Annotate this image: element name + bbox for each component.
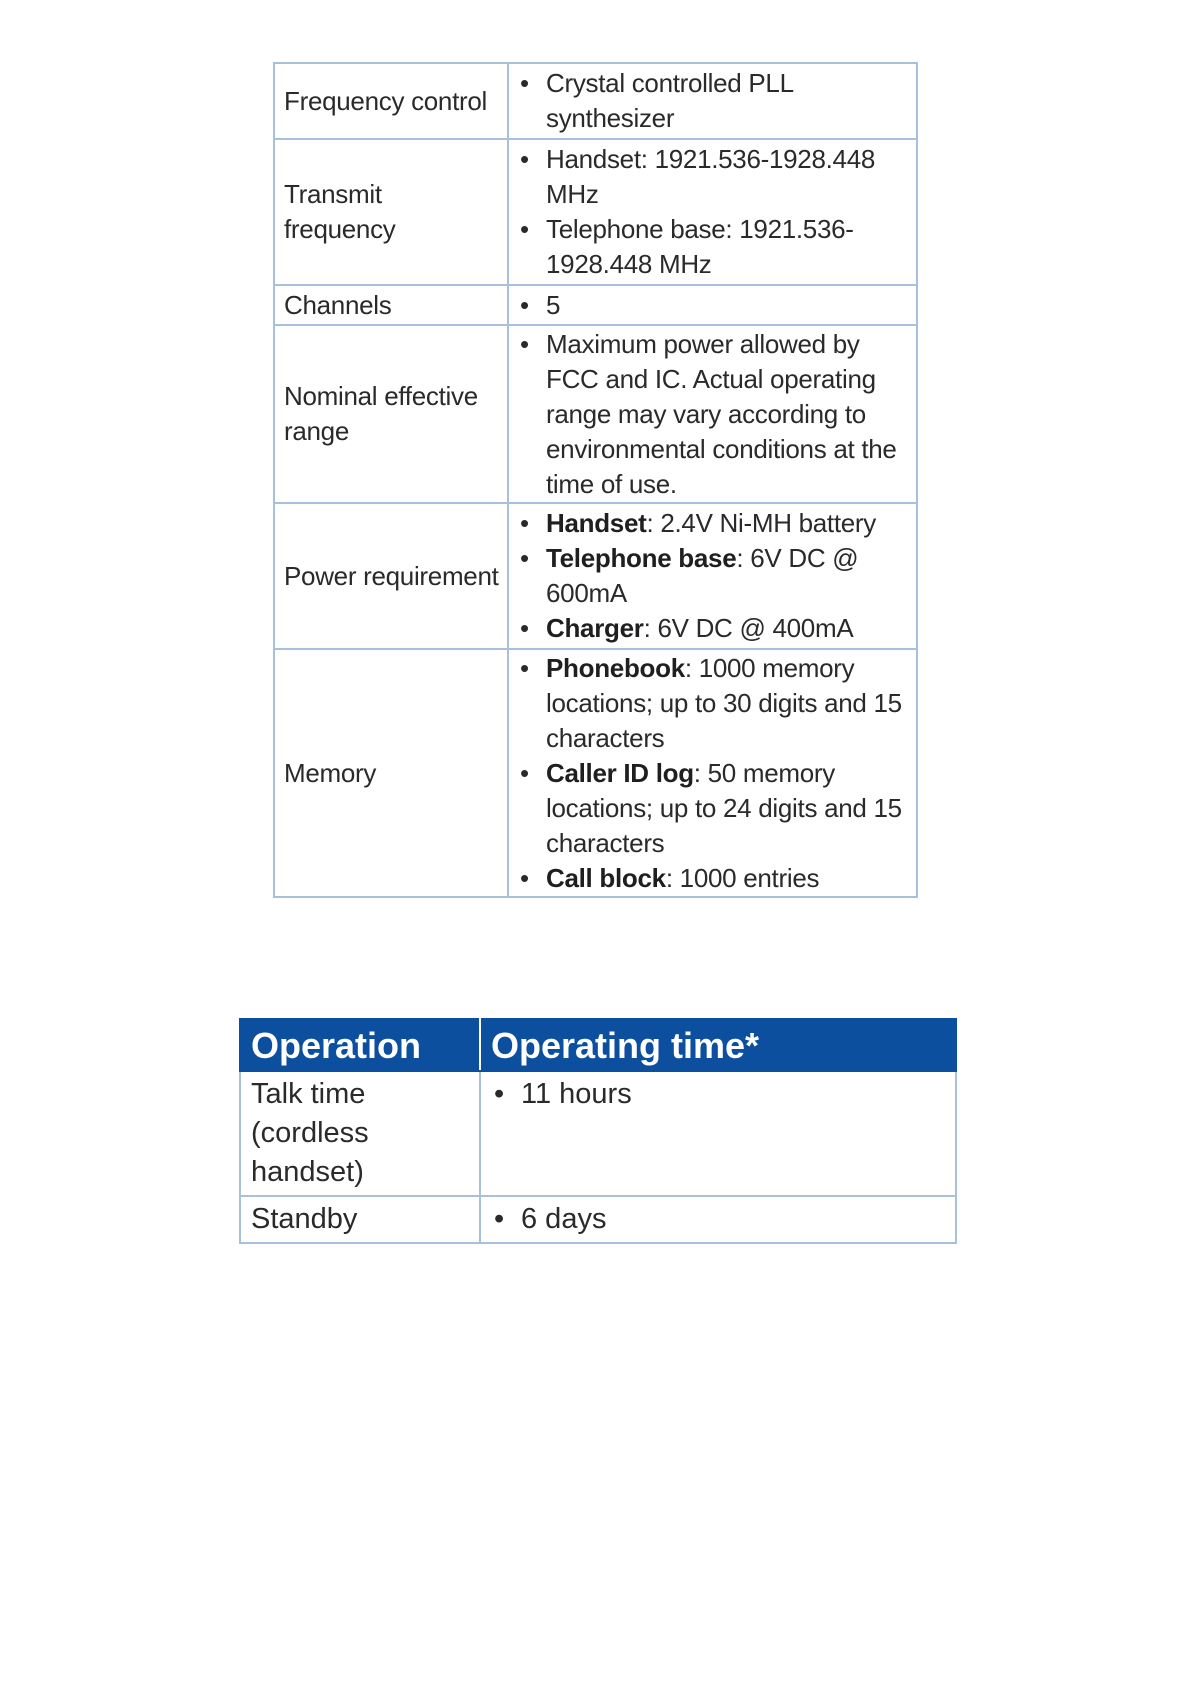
spec-label: Channels [274,285,508,325]
spec-label: Transmit frequency [274,139,508,285]
spec-value-item [517,611,906,646]
spec-term: Call block [546,862,666,893]
operating-time-value: 6 days [521,1203,607,1235]
spec-value-text: Handset: 1921.536-1928.448 MHz [546,144,876,209]
spec-value-item [517,651,906,756]
spec-term: Charger [546,613,644,643]
spec-term: Telephone base [546,543,737,573]
spec-value [508,63,917,139]
spec-value [508,503,917,649]
operating-time-header-row [240,1019,956,1071]
spec-value [508,325,917,503]
spec-row-nominal-range [274,325,917,503]
spec-value-text: : 1000 entries [665,862,820,893]
column-header-operation: Operation [240,1019,480,1071]
table-row [240,1196,956,1243]
operating-time-list [491,1075,945,1114]
operating-time-table [239,1018,957,1244]
spec-value-text: Telephone base: 1921.536-1928.448 MHz [546,214,854,279]
spec-value-text: : 50 memory locations; up to 24 digits and 15 characters [546,757,902,858]
specifications-table [273,62,918,898]
spec-value-list [517,651,906,896]
spec-value-list [517,66,906,136]
spec-label: Nominal effective range [274,325,508,503]
spec-value-item [517,756,906,861]
operation-cell: Standby [240,1196,480,1243]
spec-term: Phonebook [546,652,685,683]
spec-value [508,649,917,897]
spec-value-list [517,506,906,646]
operating-time-item [491,1200,945,1239]
spec-value-text: : 6V DC @ 400mA [643,613,854,643]
spec-value-item [517,327,906,502]
spec-row-transmit-frequency [274,139,917,285]
spec-row-channels [274,285,917,325]
spec-term: Caller ID log [546,757,694,788]
spec-value-text: Crystal controlled PLL synthesizer [546,68,793,133]
spec-row-memory [274,649,917,897]
operating-time-list [491,1200,945,1239]
spec-label: Power requirement [274,503,508,649]
spec-value-text: : 6V DC @ 600mA [546,543,859,608]
operating-time-cell [480,1071,956,1196]
table-row [240,1071,956,1196]
spec-value-list [517,327,906,502]
spec-value-item [517,506,906,541]
spec-value-text: : 1000 memory locations; up to 30 digits and 15 characters [546,652,902,753]
operating-time-cell [480,1196,956,1243]
spec-row-frequency-control [274,63,917,139]
spec-value-list [517,288,906,323]
spec-label: Memory [274,649,508,897]
spec-value-item [517,142,906,212]
spec-value-item [517,541,906,611]
spec-value-text: 5 [546,289,561,320]
spec-value-item [517,288,906,323]
spec-value [508,285,917,325]
spec-value-text: Maximum power allowed by FCC and IC. Actual operating range may vary according to environmental conditions at the time of use. [546,328,897,499]
spec-value-item [517,212,906,282]
operating-time-item [491,1075,945,1114]
column-header-operating-time: Operating time* [480,1019,956,1071]
operating-time-value: 11 hours [521,1078,632,1110]
spec-value-item [517,66,906,136]
operation-cell: Talk time (cordless handset) [240,1071,480,1196]
spec-value-list [517,142,906,282]
spec-value-item [517,861,906,896]
spec-value [508,139,917,285]
spec-label: Frequency control [274,63,508,139]
spec-term: Handset [546,508,647,538]
spec-value-text: : 2.4V Ni-MH battery [646,508,876,538]
spec-row-power-requirement [274,503,917,649]
